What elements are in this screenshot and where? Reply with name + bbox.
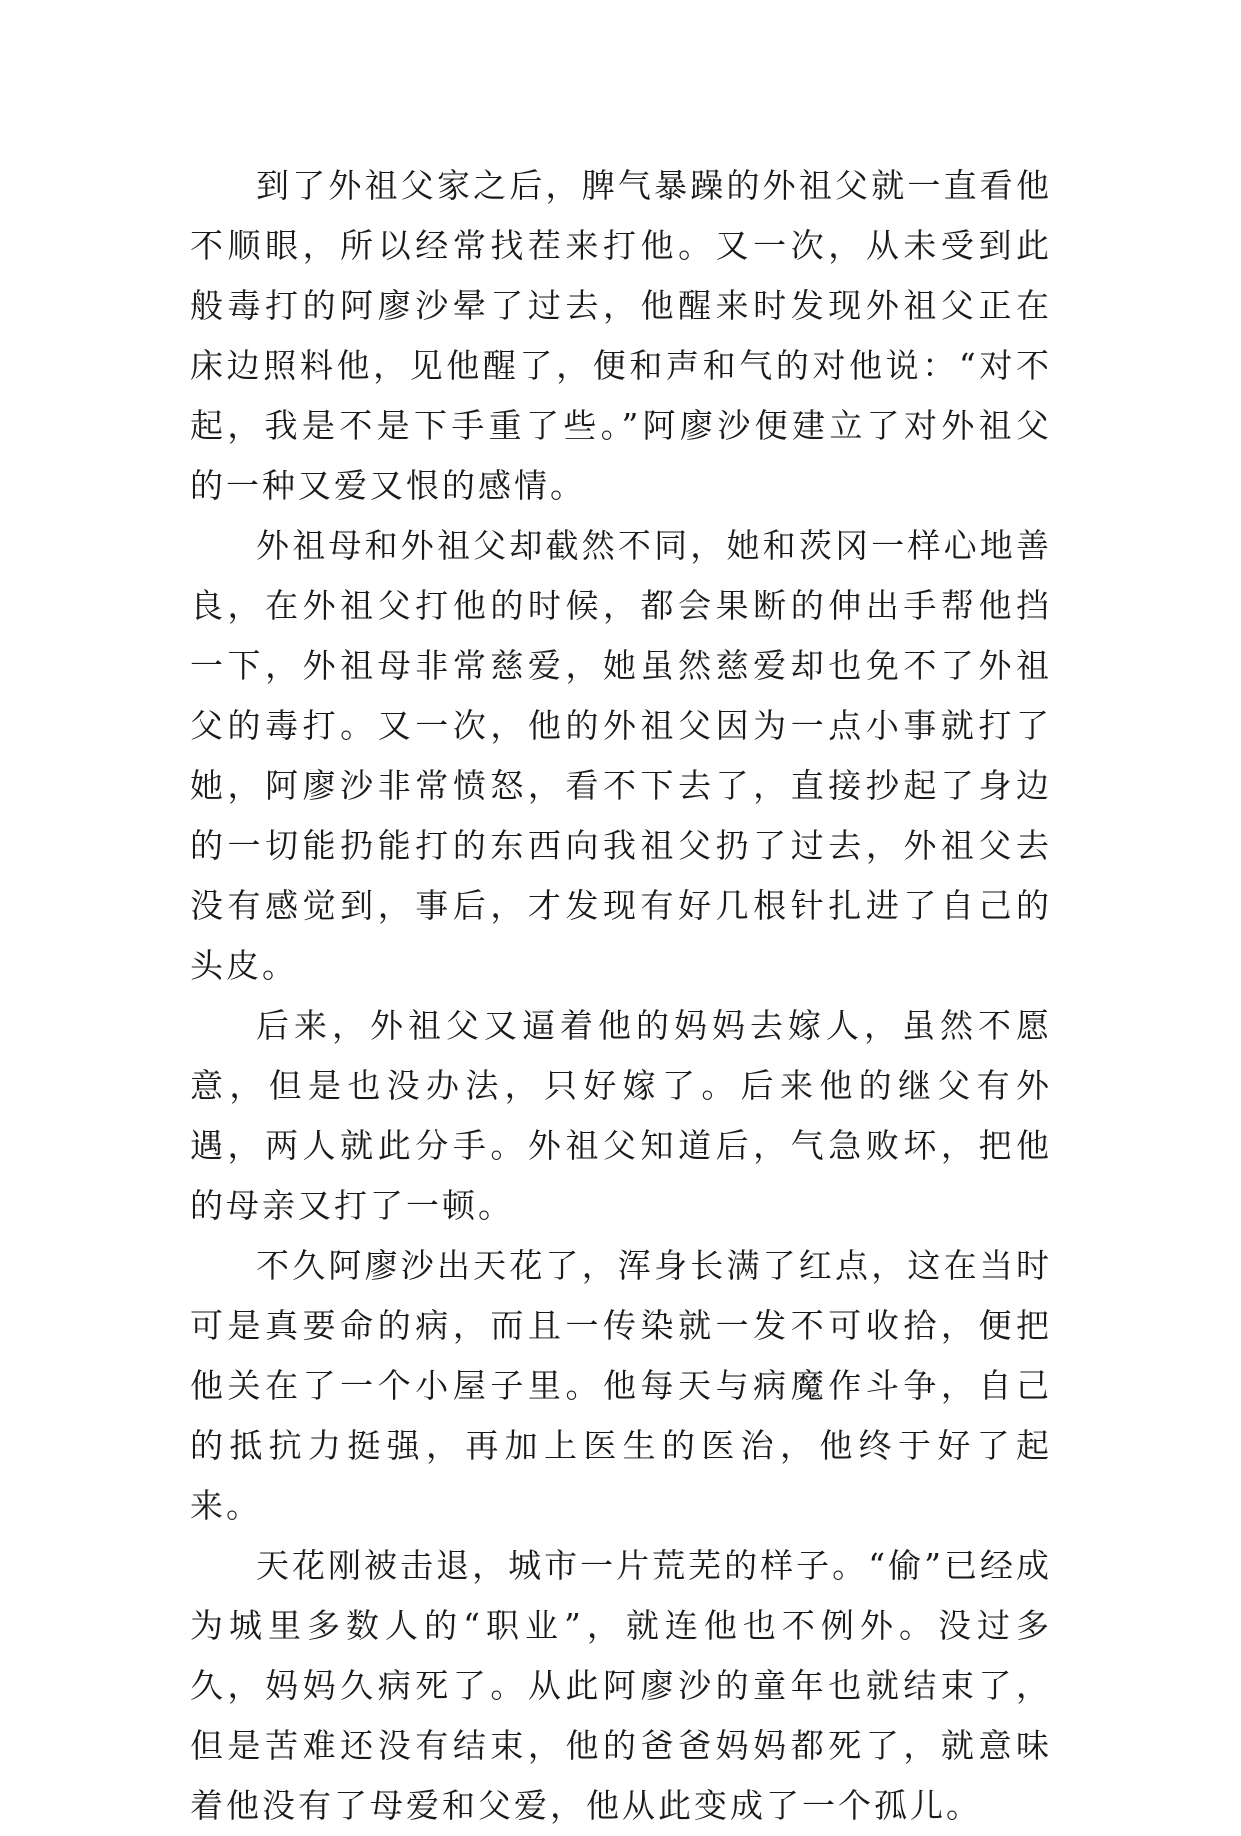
paragraph-4: 不久阿廖沙出天花了，浑身长满了红点，这在当时可是真要命的病，而且一传染就一发不可收拾，便把他关在了一个小屋子里。他每天与病魔作斗争，自己的抵抗力挺强，再加上医生的医治，他终于好了起来。 [190, 1246, 1052, 1525]
paragraph-5: 天花刚被击退，城市一片荒芜的样子。“偷”已经成为城里多数人的“职业”，就连他也不例外。没过多久，妈妈久病死了。从此阿廖沙的童年也就结束了，但是苦难还没有结束，他的爸爸妈妈都死了，就意味着他没有了母爱和父爱，他从此变成了一个孤儿。 [190, 1546, 1052, 1825]
document-body [190, 156, 1052, 1836]
paragraph-1: 到了外祖父家之后，脾气暴躁的外祖父就一直看他不顺眼，所以经常找茬来打他。又一次，从未受到此般毒打的阿廖沙晕了过去，他醒来时发现外祖父正在床边照料他，见他醒了，便和声和气的对他说：“对不起，我是不是下手重了些。”阿廖沙便建立了对外祖父的一种又爱又恨的感情。 [190, 166, 1052, 505]
paragraph-3: 后来，外祖父又逼着他的妈妈去嫁人，虽然不愿意，但是也没办法，只好嫁了。后来他的继父有外遇，两人就此分手。外祖父知道后，气急败坏，把他的母亲又打了一顿。 [190, 1006, 1052, 1225]
paragraph-2: 外祖母和外祖父却截然不同，她和茨冈一样心地善良，在外祖父打他的时候，都会果断的伸出手帮他挡一下，外祖母非常慈爱，她虽然慈爱却也免不了外祖父的毒打。又一次，他的外祖父因为一点小事就打了她，阿廖沙非常愤怒，看不下去了，直接抄起了身边的一切能扔能打的东西向我祖父扔了过去，外祖父去没有感觉到，事后，才发现有好几根针扎进了自己的头皮。 [190, 526, 1052, 985]
